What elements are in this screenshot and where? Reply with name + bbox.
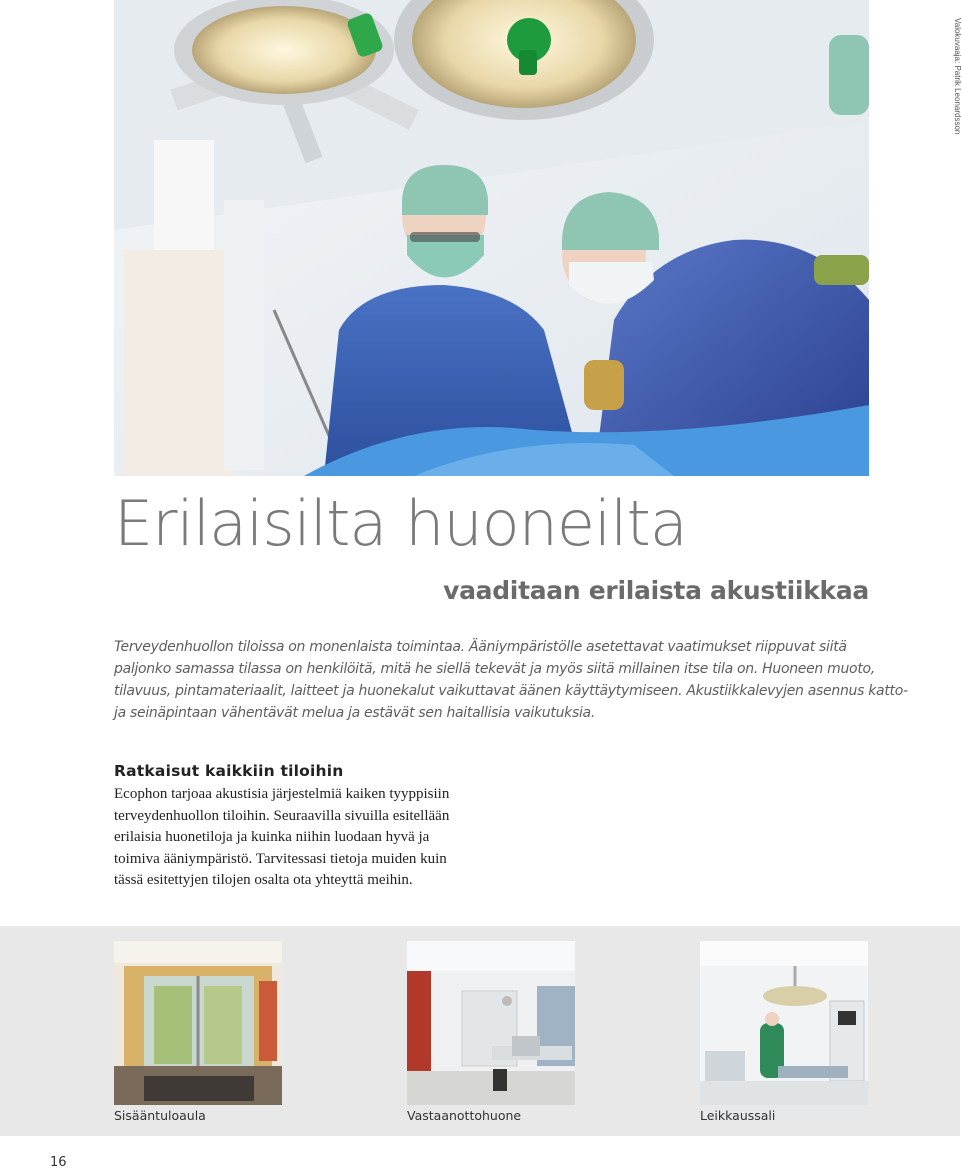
page-title: Erilaisilta huoneilta — [114, 487, 687, 560]
gallery-thumb-lobby — [114, 941, 282, 1105]
page-number: 16 — [50, 1155, 67, 1170]
section-line: terveydenhuollon tiloihin. Seuraavilla sivuilla esitellään — [114, 807, 450, 824]
intro-paragraph — [114, 636, 908, 724]
section-heading: Ratkaisut kaikkiin tiloihin — [114, 762, 344, 780]
section-line: tässä esitettyjen tilojen osalta ota yhteyttä meihin. — [114, 872, 413, 888]
intro-line: paljonko samassa tilassa on henkilöitä, mitä he siellä tekevät ja myös siitä millainen itse tila on. Huoneen muoto, — [114, 661, 875, 677]
section-line: erilaisia huonetiloja ja kuinka niihin luodaan hyvä ja — [114, 829, 430, 845]
gallery-caption: Leikkaussali — [700, 1108, 776, 1123]
intro-line: ja seinäpintaan vähentävät melua ja estävät sen haitallisia vaikutuksia. — [114, 705, 595, 721]
photo-credit: Valokuvaaja: Patrik Leonardsson — [953, 18, 962, 135]
intro-line: tilavuus, pintamateriaalit, laitteet ja huonekalut vaikuttavat äänen käyttäytymiseen. Akustiikkalevyjen asennus katto- — [114, 683, 908, 699]
gallery-thumb-consulting — [407, 941, 575, 1105]
gallery-caption: Vastaanottohuone — [407, 1108, 522, 1123]
intro-line: Terveydenhuollon tiloissa on monenlaista toimintaa. Ääniympäristölle asetettavat vaatimukset riippuvat siitä — [114, 639, 847, 655]
section-body — [114, 784, 494, 892]
hero-photo — [114, 0, 962, 476]
gallery-thumb-operating — [700, 941, 868, 1105]
section-line: toimiva ääniympäristö. Tarvitessasi tietoja muiden kuin — [114, 850, 447, 867]
page-subtitle: vaaditaan erilaista akustiikkaa — [443, 576, 869, 605]
section-line: Ecophon tarjoaa akustisia järjestelmiä kaiken tyyppisiin — [114, 786, 450, 802]
gallery-caption: Sisääntuloaula — [114, 1108, 206, 1123]
